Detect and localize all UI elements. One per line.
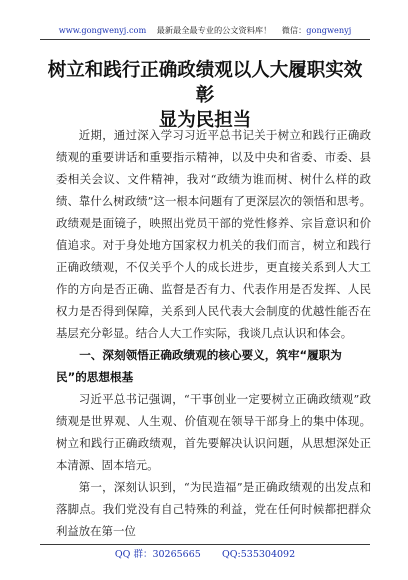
paragraph-3: 第一，深刻认识到，“为民造福”是正确政绩观的出发点和落脚点。我们党没有自己特殊的利益，党在任何时候都把群众利益放在第一位 xyxy=(56,480,371,538)
qq-group: QQ 群：30265665 xyxy=(114,549,201,560)
qq-contact: QQ:535304092 xyxy=(221,549,296,560)
wechat-id: gongwenyj xyxy=(306,25,352,35)
header-slogan: 最新最全最专业的公文资料库！ xyxy=(156,25,272,35)
section-heading-1: 一、深刻领悟正确政绩观的核心要义，筑牢“履职为民”的思想根基 xyxy=(56,348,342,384)
header-divider xyxy=(40,39,370,40)
document-title xyxy=(40,58,370,133)
document-body xyxy=(56,124,371,542)
paragraph-2: 习近平总书记强调，“干事创业一定要树立正确政绩观”政绩观是世界观、人生观、价值观在领导干部身上的集中体现。树立和践行正确政绩观，首先要解决认识问题，从思想深处正本清源、固本培元。 xyxy=(56,392,371,472)
wechat-label: 微信： xyxy=(281,25,307,35)
footer-bar xyxy=(40,548,370,562)
title-line-1: 树立和践行正确政绩观以人大履职实效彰 xyxy=(47,60,363,106)
title-line-2: 显为民担当 xyxy=(158,110,252,131)
header-bar xyxy=(40,24,370,36)
paragraph-intro: 近期，通过深入学习习近平总书记关于树立和践行正确政绩观的重要讲话和重要指示精神，以及中央和省委、市委、县委相关会议、文件精神，我对“政绩为谁而树、树什么样的政绩、靠什么树政绩”这一根本问题有了更深层次的领悟和思考。政绩观是面镜子，映照出党员干部的党性修养、宗旨意识和价值追求。对于身处地方国家权力机关的我们而言，树立和践行正确政绩观，不仅关乎个人的成长进步，更直接关系到人大工作的方向是否正确、监督是否有力、代表作用是否发挥、人民权力是否得到保障，关系到人民代表大会制度的优越性能否在基层充分彰显。结合人大工作实际，我谈几点认识和体会。 xyxy=(56,128,371,340)
footer-divider xyxy=(40,544,370,545)
website-link[interactable]: www.gongwenyj.com xyxy=(58,25,147,35)
